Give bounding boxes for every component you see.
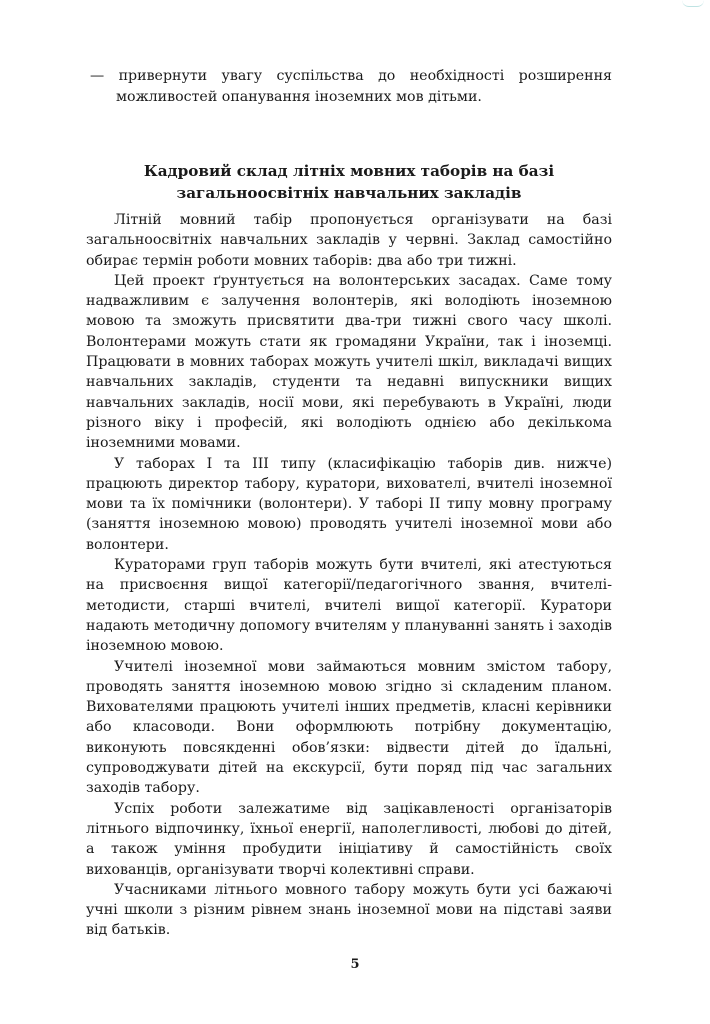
paragraph-1: Літній мовний табір пропонується організувати на базі загальноосвітніх навчальних закладів у червні. Заклад самостійно обирає термін роботи мовних таборів: два або три тижні.	[86, 212, 612, 269]
paragraph-2: Цей проект ґрунтується на волонтерських засадах. Саме тому надважливим є залучення волонтерів, які володіють іноземною мовою та зможуть присвятити два-три тижні свого часу школі. Волонтерами можуть стати як громадяни України, так і іноземці. Працювати в мовних таборах можуть учителі шкіл, викладачі вищих навчальних закладів, студенти та недавні випускники вищих навчальних закладів, носії мови, які перебувають в Україні, люди різного віку і професій, які володіють однією або декількома іноземними мовами.	[86, 272, 612, 452]
paragraph-5: Учителі іноземної мови займаються мовним змістом табору, проводять заняття іноземною мовою згідно зі складеним планом. Вихователями працюють учителі інших предметів, класні керівники або класоводи. Вони оформлюють потрібну документацію, виконують повсякденні обов’язки: відвести дітей до їдальні, супроводжувати дітей на екскурсії, бути поряд під час загальних заходів табору.	[86, 658, 612, 797]
paragraph-3: У таборах І та ІІІ типу (класифікацію таборів див. нижче) працюють директор табору, куратори, вихователі, вчителі іноземної мови та їх помічники (волонтери). У таборі ІІ типу мовну програму (заняття іноземною мовою) проводять учителі іноземної мови або волонтери.	[86, 455, 612, 553]
paragraph-6: Успіх роботи залежатиме від зацікавленості організаторів літнього відпочинку, їхньої енергії, наполегливості, любові до дітей, а також уміння пробудити ініціативу й самостійність своїх вихованців, організувати творчі колективні справи.	[86, 800, 612, 878]
heading-line-2: загальноосвітніх навчальних закладів	[176, 184, 522, 202]
corner-mark	[682, 0, 704, 7]
paragraph-7: Учасниками літнього мовного табору можуть бути усі бажаючі учні школи з різним рівнем знань іноземної мови на підставі заяви від батьків.	[86, 881, 612, 939]
bullet-item: — привернути увагу суспільства до необхідності розширення можливостей опанування іноземних мов дітьми.	[90, 68, 612, 105]
paragraph-4: Кураторами груп таборів можуть бути вчителі, які атестуються на присвоєння вищої категорії/педагогічного звання, вчителі-методисти, старші вчителі, вчителі вищої категорії. Куратори надають методичну допомогу вчителям у плануванні занять і заходів іноземною мовою.	[86, 557, 612, 655]
page-content	[86, 66, 612, 941]
page-number: 5	[350, 957, 360, 972]
heading-line-1: Кадровий склад літніх мовних таборів на базі	[143, 162, 555, 180]
section-heading	[86, 160, 612, 204]
